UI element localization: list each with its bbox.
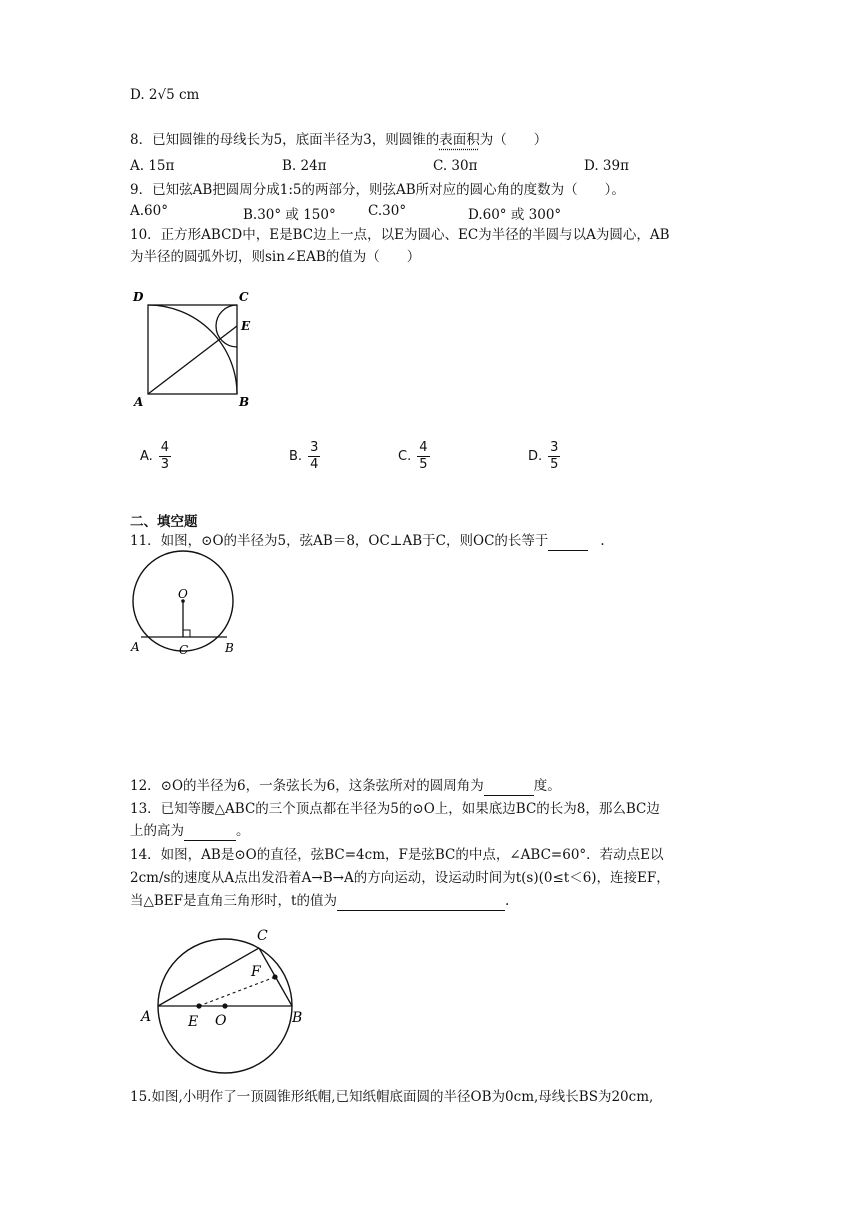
- q10-option-d: [528, 440, 560, 473]
- q10-option-c: [398, 440, 430, 473]
- label-f: F: [251, 964, 261, 980]
- q10-option-d-den: 5: [550, 457, 559, 472]
- q14-circle-figure: [135, 925, 315, 1075]
- label-b: B: [239, 395, 250, 409]
- q10-option-a-fraction: [159, 440, 171, 473]
- q8-option-d: D. 39π: [584, 158, 629, 174]
- label-c: C: [179, 643, 189, 657]
- q8-option-b: B. 24π: [282, 158, 327, 174]
- label-a: A: [134, 395, 144, 409]
- q10-stem-line2: 为半径的圆弧外切，则sin∠EAB的值为（ ）: [130, 249, 421, 265]
- square-abcd: [148, 305, 237, 394]
- q12-stem-b: 度。: [533, 778, 561, 794]
- right-angle-mark: [183, 630, 190, 637]
- q13-line2-a: 上的高为: [130, 823, 184, 839]
- q10-option-b-letter: B.: [289, 449, 303, 464]
- q10-option-b-fraction: [308, 440, 320, 473]
- label-a: A: [131, 640, 140, 654]
- label-c: C: [257, 928, 268, 944]
- q10-option-c-num: 4: [419, 440, 428, 455]
- point-e: [196, 1003, 201, 1008]
- label-c: C: [239, 290, 249, 304]
- q10-option-d-num: 3: [550, 440, 559, 455]
- q14-line3-b: .: [504, 893, 510, 909]
- label-b: B: [292, 1010, 303, 1026]
- q11-circle-figure: [125, 550, 245, 662]
- label-o: O: [215, 1013, 227, 1029]
- segment-ae: [148, 326, 237, 394]
- q13-line1: 13．已知等腰△ABC的三个顶点都在半径为5的⊙O上，如果底边BC的长为8，那么BC边: [130, 801, 660, 817]
- q12-stem-a: 12．⊙O的半径为6，一条弦长为6，这条弦所对的圆周角为: [130, 778, 484, 794]
- label-o: O: [178, 587, 188, 601]
- q10-option-c-letter: C.: [398, 449, 412, 464]
- q13-line2: [130, 822, 250, 841]
- q10-stem-line1: 10．正方形ABCD中，E是BC边上一点，以E为圆心、EC为半径的半圆与以A为圆心，AB: [130, 227, 670, 243]
- q7-option-d: D. 2√5 cm: [130, 87, 200, 103]
- q8-stem-a: 8．已知圆锥的母线长为5，底面半径为3，则圆锥的: [130, 132, 440, 148]
- q10-option-d-letter: D.: [528, 449, 543, 464]
- q10-option-a-num: 4: [160, 440, 170, 455]
- q9-option-a: A.60°: [130, 203, 168, 219]
- q14-line3-a: 当△BEF是直角三角形时，t的值为: [130, 893, 337, 909]
- q9-option-b: B.30° 或 150°: [243, 207, 336, 223]
- chord-ac: [158, 948, 259, 1006]
- q11-stem: [130, 532, 605, 551]
- label-e: E: [241, 319, 251, 333]
- q8-stem-dotted-text: 表面积: [439, 132, 480, 148]
- q14-answer-blank: [337, 892, 505, 911]
- q13-line2-b: 。: [236, 823, 250, 839]
- q11-stem-end: .: [600, 533, 605, 549]
- q8-stem-b: 为（ ）: [479, 132, 548, 148]
- label-b: B: [225, 641, 234, 655]
- q10-option-a-den: 3: [160, 457, 170, 472]
- q14-line2: 2cm/s的速度从A点出发沿着A→B→A的方向运动，设运动时间为t(s)(0≤t＜6)，连接EF，: [130, 870, 670, 886]
- q11-stem-text: 11．如图，⊙O的半径为5，弦AB＝8，OC⊥AB于C，则OC的长等于: [130, 533, 549, 549]
- arc-centered-a: [148, 305, 237, 394]
- segment-ef: [199, 977, 275, 1006]
- q8-option-c: C. 30π: [433, 158, 478, 174]
- label-a: A: [141, 1009, 152, 1025]
- q9-option-c: C.30°: [368, 203, 407, 219]
- label-d: D: [133, 290, 144, 304]
- q8-stem-dotted: [439, 132, 480, 148]
- q8-option-a: A. 15π: [130, 158, 175, 174]
- q10-option-b: [289, 440, 320, 473]
- label-e: E: [188, 1014, 199, 1030]
- point-f: [272, 974, 277, 979]
- q14-line1: 14．如图，AB是⊙O的直径，弦BC=4cm，F是弦BC的中点，∠ABC=60°．若动点E以: [130, 847, 664, 863]
- q10-square-figure: [125, 285, 265, 410]
- q11-answer-blank: [548, 532, 588, 551]
- q14-line3: [130, 892, 509, 911]
- q12-stem: [130, 777, 561, 796]
- q13-answer-blank: [184, 822, 236, 841]
- q10-option-c-den: 5: [419, 457, 428, 472]
- q9-option-d: D.60° 或 300°: [468, 207, 562, 223]
- q8-stem: [130, 131, 547, 149]
- q9-stem: 9．已知弦AB把圆周分成1:5的两部分，则弦AB所对应的圆心角的度数为（ ）。: [130, 182, 625, 198]
- q10-option-a-letter: A.: [140, 449, 153, 464]
- q10-option-d-fraction: [548, 440, 560, 473]
- point-o: [222, 1003, 227, 1008]
- q10-option-b-num: 3: [310, 440, 319, 455]
- q10-option-a: [140, 440, 171, 473]
- q12-answer-blank: [484, 777, 534, 796]
- section-title: 二、填空题: [130, 514, 198, 530]
- q10-option-c-fraction: [417, 440, 429, 473]
- q15-stem: 15.如图,小明作了一顶圆锥形纸帽,已知纸帽底面圆的半径OB为0cm,母线长BS为20cm,: [130, 1089, 654, 1105]
- q10-option-b-den: 4: [310, 457, 319, 472]
